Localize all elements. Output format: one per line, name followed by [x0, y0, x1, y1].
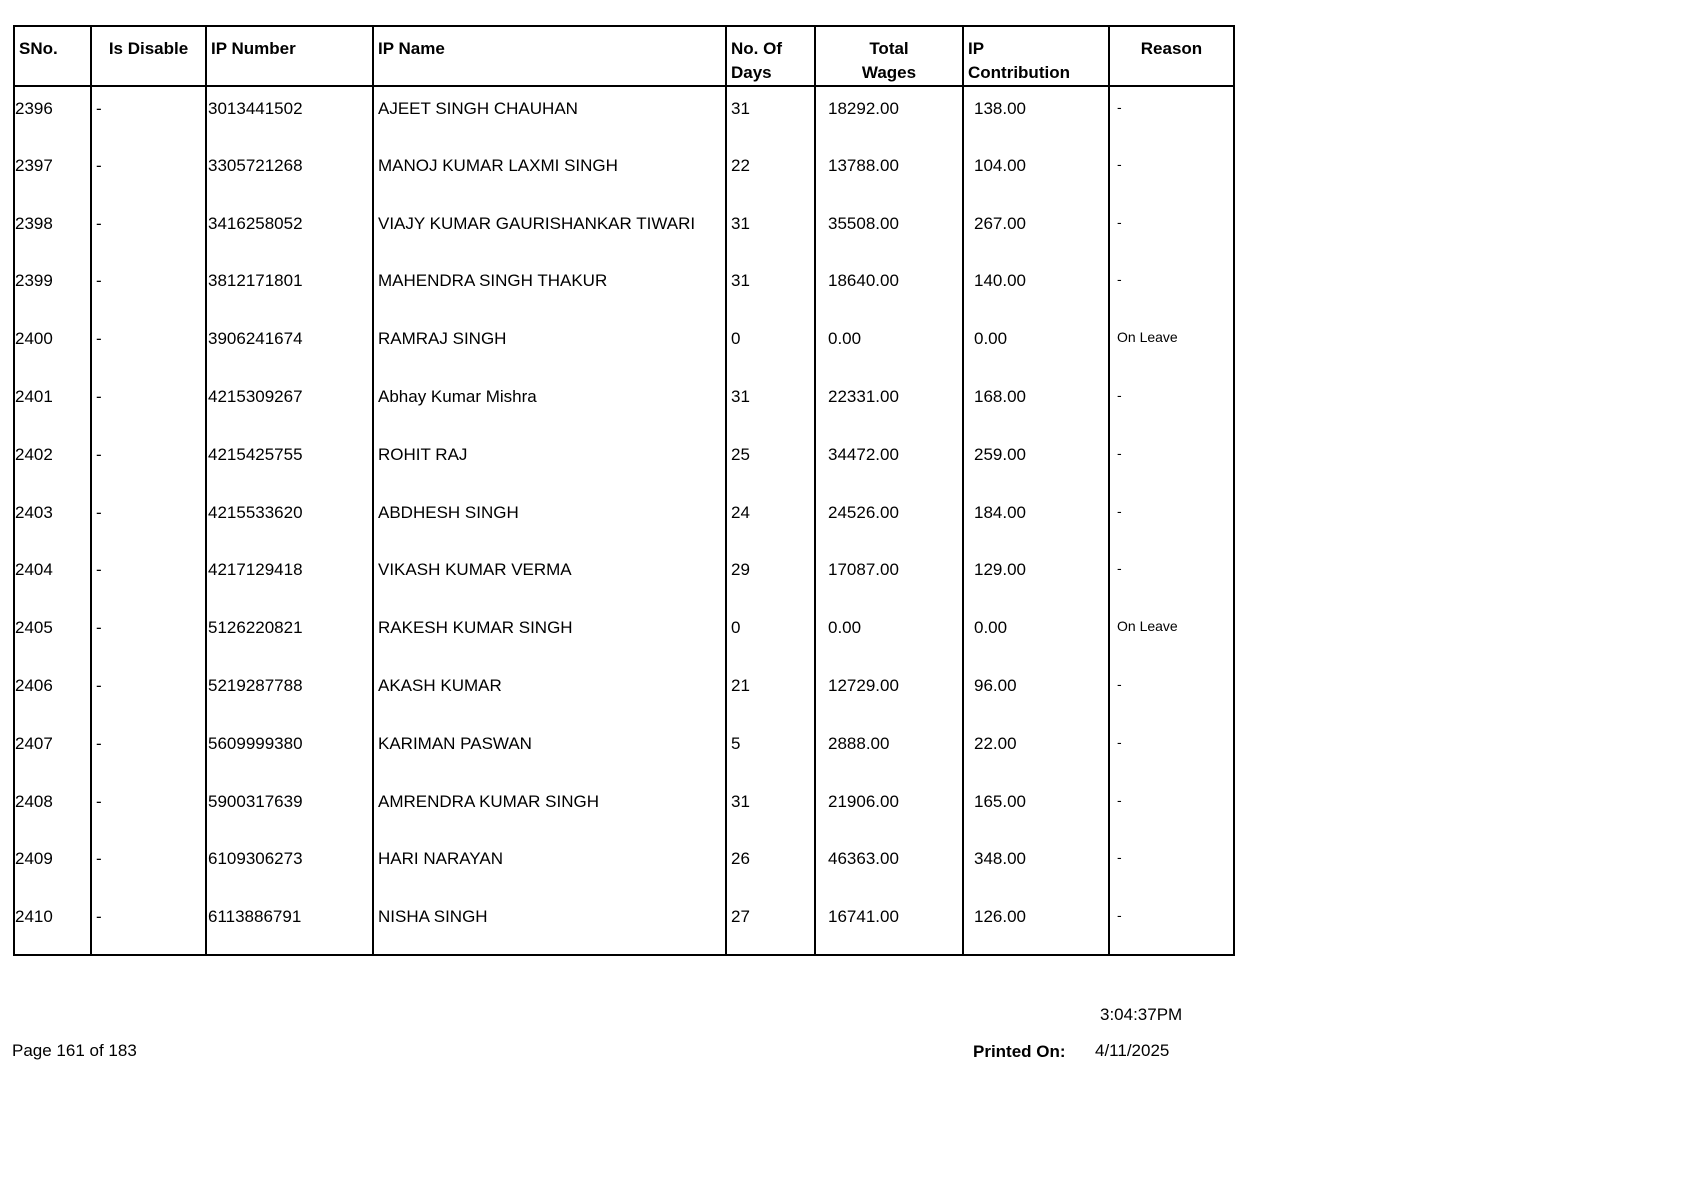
cell-reason: - [1109, 259, 1234, 317]
table-row [14, 433, 1234, 491]
cell-ip-name: ABDHESH SINGH [373, 491, 726, 549]
cell-ip-number: 4215425755 [206, 433, 373, 491]
cell-sno: 2404 [14, 548, 91, 606]
cell-ip-name: AKASH KUMAR [373, 664, 726, 722]
cell-reason: - [1109, 202, 1234, 260]
cell-ip-name: VIKASH KUMAR VERMA [373, 548, 726, 606]
cell-ip-number: 6113886791 [206, 895, 373, 955]
cell-ip-name: RAMRAJ SINGH [373, 317, 726, 375]
cell-ip-name: AJEET SINGH CHAUHAN [373, 86, 726, 144]
cell-ip-name: ROHIT RAJ [373, 433, 726, 491]
header-days [726, 26, 815, 86]
cell-is-disable: - [91, 202, 206, 260]
cell-ip-number: 5126220821 [206, 606, 373, 664]
table-row [14, 780, 1234, 838]
cell-ip-contribution: 22.00 [963, 722, 1109, 780]
cell-ip-number: 5609999380 [206, 722, 373, 780]
cell-is-disable: - [91, 433, 206, 491]
cell-days: 22 [726, 144, 815, 202]
table-row [14, 259, 1234, 317]
header-sno: SNo. [14, 26, 91, 86]
cell-reason: - [1109, 664, 1234, 722]
table-row [14, 144, 1234, 202]
cell-reason: On Leave [1109, 606, 1234, 664]
cell-is-disable: - [91, 375, 206, 433]
cell-sno: 2403 [14, 491, 91, 549]
header-ip-name: IP Name [373, 26, 726, 86]
cell-sno: 2399 [14, 259, 91, 317]
cell-ip-contribution: 165.00 [963, 780, 1109, 838]
cell-total-wages: 34472.00 [815, 433, 963, 491]
cell-ip-name: AMRENDRA KUMAR SINGH [373, 780, 726, 838]
contribution-table [13, 25, 1235, 956]
cell-ip-name: Abhay Kumar Mishra [373, 375, 726, 433]
cell-sno: 2396 [14, 86, 91, 144]
cell-ip-number: 4217129418 [206, 548, 373, 606]
cell-total-wages: 35508.00 [815, 202, 963, 260]
cell-sno: 2408 [14, 780, 91, 838]
cell-ip-number: 4215309267 [206, 375, 373, 433]
cell-reason: - [1109, 86, 1234, 144]
header-days-line1: No. Of [731, 39, 782, 58]
cell-reason: - [1109, 375, 1234, 433]
cell-total-wages: 0.00 [815, 317, 963, 375]
cell-sno: 2401 [14, 375, 91, 433]
page-number: Page 161 of 183 [12, 1041, 137, 1060]
cell-ip-contribution: 348.00 [963, 837, 1109, 895]
cell-ip-contribution: 259.00 [963, 433, 1109, 491]
cell-is-disable: - [91, 144, 206, 202]
cell-ip-contribution: 0.00 [963, 606, 1109, 664]
cell-total-wages: 16741.00 [815, 895, 963, 955]
cell-total-wages: 18640.00 [815, 259, 963, 317]
table-row [14, 895, 1234, 955]
table-row [14, 606, 1234, 664]
cell-total-wages: 13788.00 [815, 144, 963, 202]
table-row [14, 491, 1234, 549]
cell-ip-contribution: 104.00 [963, 144, 1109, 202]
cell-days: 31 [726, 780, 815, 838]
cell-ip-name: HARI NARAYAN [373, 837, 726, 895]
cell-reason: - [1109, 837, 1234, 895]
cell-reason: - [1109, 491, 1234, 549]
cell-is-disable: - [91, 259, 206, 317]
cell-reason: - [1109, 722, 1234, 780]
cell-is-disable: - [91, 780, 206, 838]
cell-days: 5 [726, 722, 815, 780]
cell-is-disable: - [91, 86, 206, 144]
cell-days: 31 [726, 259, 815, 317]
cell-total-wages: 2888.00 [815, 722, 963, 780]
header-total-wages [815, 26, 963, 86]
cell-days: 0 [726, 317, 815, 375]
cell-ip-contribution: 140.00 [963, 259, 1109, 317]
cell-days: 21 [726, 664, 815, 722]
cell-ip-name: RAKESH KUMAR SINGH [373, 606, 726, 664]
header-reason: Reason [1109, 26, 1234, 86]
cell-ip-name: VIAJY KUMAR GAURISHANKAR TIWARI [373, 202, 726, 260]
table-row [14, 837, 1234, 895]
header-wages-line2: Wages [861, 63, 917, 82]
cell-sno: 2410 [14, 895, 91, 955]
cell-ip-contribution: 96.00 [963, 664, 1109, 722]
cell-ip-contribution: 129.00 [963, 548, 1109, 606]
cell-days: 0 [726, 606, 815, 664]
cell-days: 31 [726, 375, 815, 433]
header-wages-line1: Total [869, 39, 909, 58]
cell-is-disable: - [91, 895, 206, 955]
cell-is-disable: - [91, 722, 206, 780]
cell-days: 31 [726, 86, 815, 144]
cell-ip-contribution: 138.00 [963, 86, 1109, 144]
header-is-disable: Is Disable [91, 26, 206, 86]
header-days-line2: Days [731, 63, 772, 82]
cell-total-wages: 0.00 [815, 606, 963, 664]
cell-total-wages: 17087.00 [815, 548, 963, 606]
cell-days: 24 [726, 491, 815, 549]
cell-reason: - [1109, 144, 1234, 202]
cell-total-wages: 12729.00 [815, 664, 963, 722]
cell-sno: 2409 [14, 837, 91, 895]
cell-reason: - [1109, 433, 1234, 491]
cell-sno: 2406 [14, 664, 91, 722]
cell-days: 25 [726, 433, 815, 491]
printed-date: 4/11/2025 [1095, 1041, 1170, 1060]
table-row [14, 722, 1234, 780]
cell-total-wages: 22331.00 [815, 375, 963, 433]
cell-ip-number: 3812171801 [206, 259, 373, 317]
cell-ip-number: 3013441502 [206, 86, 373, 144]
table-row [14, 664, 1234, 722]
printed-time: 3:04:37PM [1100, 1005, 1183, 1024]
header-row [14, 26, 1234, 86]
table-row [14, 375, 1234, 433]
cell-sno: 2407 [14, 722, 91, 780]
cell-ip-number: 3416258052 [206, 202, 373, 260]
table-row [14, 548, 1234, 606]
cell-reason: - [1109, 780, 1234, 838]
cell-is-disable: - [91, 491, 206, 549]
printed-on-label: Printed On: [973, 1042, 1066, 1061]
table-row [14, 86, 1234, 144]
cell-is-disable: - [91, 606, 206, 664]
cell-days: 29 [726, 548, 815, 606]
cell-sno: 2400 [14, 317, 91, 375]
cell-sno: 2397 [14, 144, 91, 202]
cell-sno: 2398 [14, 202, 91, 260]
cell-ip-contribution: 184.00 [963, 491, 1109, 549]
cell-ip-number: 4215533620 [206, 491, 373, 549]
header-ip-contribution [963, 26, 1109, 86]
cell-ip-name: NISHA SINGH [373, 895, 726, 955]
header-contrib-line1: IP [968, 39, 985, 58]
cell-ip-number: 5900317639 [206, 780, 373, 838]
cell-total-wages: 18292.00 [815, 86, 963, 144]
header-ip-number: IP Number [206, 26, 373, 86]
cell-ip-number: 6109306273 [206, 837, 373, 895]
cell-ip-name: MAHENDRA SINGH THAKUR [373, 259, 726, 317]
header-contrib-line2: Contribution [968, 63, 1070, 82]
cell-total-wages: 24526.00 [815, 491, 963, 549]
cell-total-wages: 46363.00 [815, 837, 963, 895]
cell-is-disable: - [91, 317, 206, 375]
cell-sno: 2405 [14, 606, 91, 664]
cell-reason: - [1109, 548, 1234, 606]
cell-ip-contribution: 126.00 [963, 895, 1109, 955]
cell-sno: 2402 [14, 433, 91, 491]
cell-is-disable: - [91, 664, 206, 722]
cell-ip-number: 5219287788 [206, 664, 373, 722]
cell-ip-contribution: 168.00 [963, 375, 1109, 433]
cell-reason: - [1109, 895, 1234, 955]
cell-ip-contribution: 267.00 [963, 202, 1109, 260]
table-row [14, 317, 1234, 375]
table-body [14, 86, 1234, 955]
cell-days: 27 [726, 895, 815, 955]
cell-ip-number: 3906241674 [206, 317, 373, 375]
cell-ip-name: MANOJ KUMAR LAXMI SINGH [373, 144, 726, 202]
cell-reason: On Leave [1109, 317, 1234, 375]
cell-is-disable: - [91, 837, 206, 895]
cell-ip-number: 3305721268 [206, 144, 373, 202]
table-row [14, 202, 1234, 260]
cell-days: 31 [726, 202, 815, 260]
cell-ip-contribution: 0.00 [963, 317, 1109, 375]
cell-ip-name: KARIMAN PASWAN [373, 722, 726, 780]
cell-total-wages: 21906.00 [815, 780, 963, 838]
cell-days: 26 [726, 837, 815, 895]
cell-is-disable: - [91, 548, 206, 606]
